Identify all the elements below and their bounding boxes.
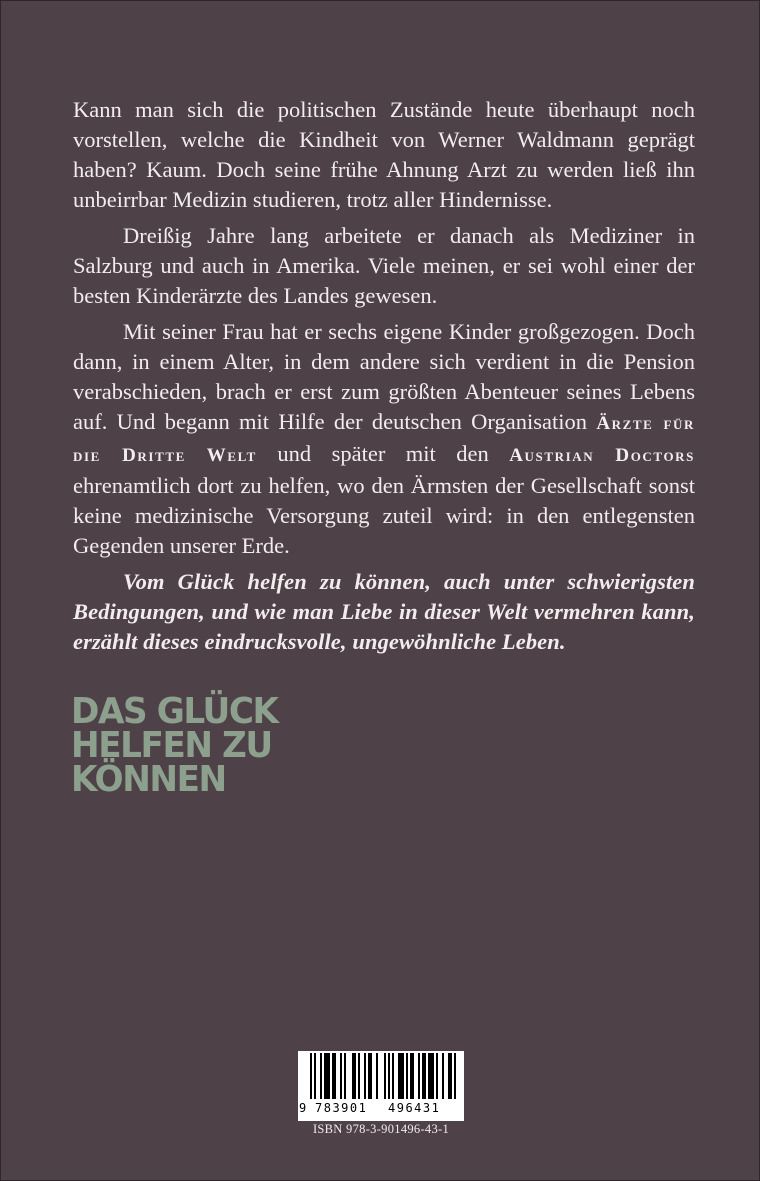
barcode-bar: [344, 1053, 346, 1099]
barcode-bar: [392, 1053, 394, 1099]
barcode-bar: [428, 1053, 434, 1099]
organization-name-1: Ärzte für die Dritte Welt: [73, 413, 695, 466]
blurb-p3-part-a: Mit seiner Frau hat er sechs eigene Kinder großgezogen. Doch dann, in einem Alter, in dem andere sich verdient in die Pension verabschieden, brach er erst zum größten Abenteuer seines Lebens auf. Und begann mit Hilfe der deutschen Organisation: [73, 319, 695, 434]
barcode-digits-right: 496431: [388, 1101, 441, 1115]
organization-name-2: Austrian Doctors: [509, 445, 695, 466]
barcode-bar: [368, 1053, 372, 1099]
barcode-digits-left: 783901: [315, 1101, 368, 1115]
barcode-bar: [352, 1053, 356, 1099]
book-title: [71, 691, 288, 800]
barcode-bar: [310, 1053, 312, 1099]
barcode-bar: [388, 1053, 390, 1099]
barcode-digit-first: 9: [299, 1101, 307, 1115]
barcode-bar: [398, 1053, 404, 1099]
barcode-bars: [298, 1051, 464, 1101]
barcode-bar: [364, 1053, 366, 1099]
blurb-paragraph-3: [73, 317, 695, 561]
barcode-bar: [410, 1053, 414, 1099]
barcode-bar: [320, 1053, 322, 1099]
blurb-paragraph-1: Kann man sich die politischen Zustände heute überhaupt noch vorstellen, welche die Kindheit von Werner Waldmann geprägt haben? Kaum. Doch seine frühe Ahnung Arzt zu werden ließ ihn unbeirrbar Medizin studieren, trotz aller Hindernisse.: [73, 97, 695, 212]
barcode-bar: [436, 1053, 438, 1099]
barcode-bar: [406, 1053, 408, 1099]
barcode-bar: [358, 1053, 360, 1099]
isbn-label: ISBN 978-3-901496-43-1: [312, 1122, 450, 1136]
barcode-bar: [448, 1053, 452, 1099]
barcode: [298, 1051, 464, 1121]
barcode-bar: [418, 1053, 420, 1099]
barcode-bar: [384, 1053, 386, 1099]
barcode-bar: [332, 1053, 336, 1099]
barcode-bar: [422, 1053, 426, 1099]
blurb-p3-part-b: und später mit den: [256, 441, 510, 466]
blurb-text: [73, 95, 695, 663]
barcode-bar: [324, 1053, 330, 1099]
barcode-bar: [314, 1053, 316, 1099]
book-title-line-2: HELFEN ZU: [71, 725, 272, 766]
blurb-paragraph-4: Vom Glück helfen zu können, auch unter schwierigsten Bedingungen, und wie man Liebe in dieser Welt vermehren kann, erzählt dieses eindrucksvolle, ungewöhnliche Leben.: [73, 569, 695, 654]
barcode-bar: [340, 1053, 342, 1099]
book-title-line-3: KÖNNEN: [71, 759, 226, 800]
barcode-bar: [442, 1053, 444, 1099]
barcode-bar: [454, 1053, 456, 1099]
blurb-paragraph-2: Dreißig Jahre lang arbeitete er danach als Mediziner in Salzburg und auch in Amerika. Viele meinen, er sei wohl einer der besten Kinderärzte des Landes gewesen.: [73, 223, 695, 308]
barcode-bar: [376, 1053, 378, 1099]
blurb-p3-part-c: ehrenamtlich dort zu helfen, wo den Ärmsten der Gesellschaft sonst keine medizinische Versorgung zuteil wird: in den entlegensten Gegenden unserer Erde.: [73, 473, 695, 558]
book-title-line-1: DAS GLÜCK: [71, 691, 278, 732]
